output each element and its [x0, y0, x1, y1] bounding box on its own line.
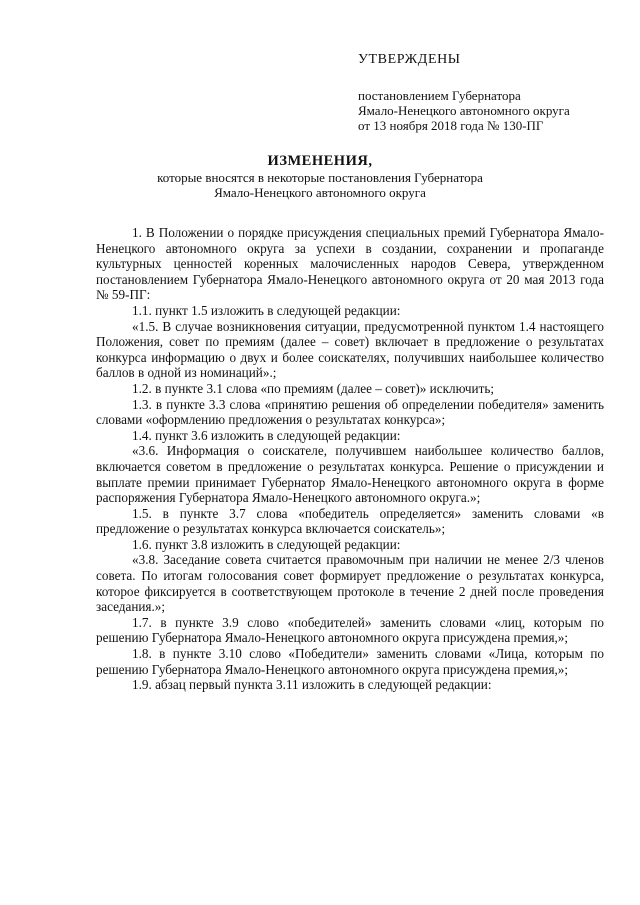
- paragraph: 1.9. абзац первый пункта 3.11 изложить в следующей редакции:: [132, 677, 492, 693]
- paragraph: 1.7. в пункте 3.9 слово «победителей» заменить словами «лиц, которым по решению Губернатора Ямало-Ненецкого автономного округа присуждена премия,»;: [96, 614, 604, 646]
- subtitle-line: которые вносятся в некоторые постановления Губернатора: [157, 170, 483, 185]
- paragraph: 1.1. пункт 1.5 изложить в следующей редакции:: [132, 302, 401, 318]
- approval-line: постановлением Губернатора: [358, 88, 521, 103]
- approval-line: Ямало-Ненецкого автономного округа: [358, 103, 570, 118]
- subtitle-line: Ямало-Ненецкого автономного округа: [214, 185, 426, 200]
- approval-block: [358, 52, 618, 133]
- document-subtitle: [96, 170, 544, 200]
- approval-line: от 13 ноября 2018 года № 130-ПГ: [358, 118, 544, 133]
- paragraph: 1. В Положении о порядке присуждения специальных премий Губернатора Ямало-Ненецкого автономного округа за успехи в создании, сохранении и пропаганде культурных ценностей коренных малочисленных народов Севера, утвержденном постановлением Губернатора Ямало-Ненецкого автономного округа от 20 мая 2013 года № 59-ПГ:: [96, 225, 604, 303]
- paragraph: 1.3. в пункте 3.3 слова «принятию решения об определении победителя» заменить словами «оформлению предложения о результатах конкурса»;: [96, 396, 604, 428]
- document-title: ИЗМЕНЕНИЯ,: [267, 153, 373, 169]
- paragraph: 1.4. пункт 3.6 изложить в следующей редакции:: [132, 427, 401, 443]
- paragraph: 1.8. в пункте 3.10 слово «Победители» заменить словами «Лица, которым по решению Губернатора Ямало-Ненецкого автономного округа присуждена премия,»;: [96, 646, 604, 677]
- paragraph: 1.5. в пункте 3.7 слова «победитель определяется» заменить словами «в предложение о результатах конкурса включается соискатель»;: [96, 505, 604, 537]
- paragraph: 1.2. в пункте 3.1 слова «по премиям (далее – совет)» исключить;: [132, 380, 495, 396]
- approval-title: УТВЕРЖДЕНЫ: [358, 52, 461, 67]
- paragraph: «1.5. В случае возникновения ситуации, предусмотренной пунктом 1.4 настоящего Положения, совет по премиям (далее – совет) включает в предложение о результатах конкурса информацию о двух и более соискателях, получивших наибольшее количество баллов в одной из номинаций».;: [96, 318, 604, 381]
- paragraph: 1.6. пункт 3.8 изложить в следующей редакции:: [132, 536, 401, 552]
- paragraph: «3.6. Информация о соискателе, получившем наибольшее количество баллов, включается советом в предложение о результатах конкурса. Решение о присуждении и выплате премии принимает Губернатор Ямало-Ненецкого автономного округа в форме распоряжения Губернатора Ямало-Ненецкого автономного округа.»;: [96, 443, 604, 506]
- paragraph: «3.8. Заседание совета считается правомочным при наличии не менее 2/3 членов совета. По итогам голосования совет формирует предложение о результатах конкурса, которое фиксируется в соответствующем протоколе в течение 2 дней после проведения заседания.»;: [96, 552, 604, 615]
- document-body: [96, 225, 604, 693]
